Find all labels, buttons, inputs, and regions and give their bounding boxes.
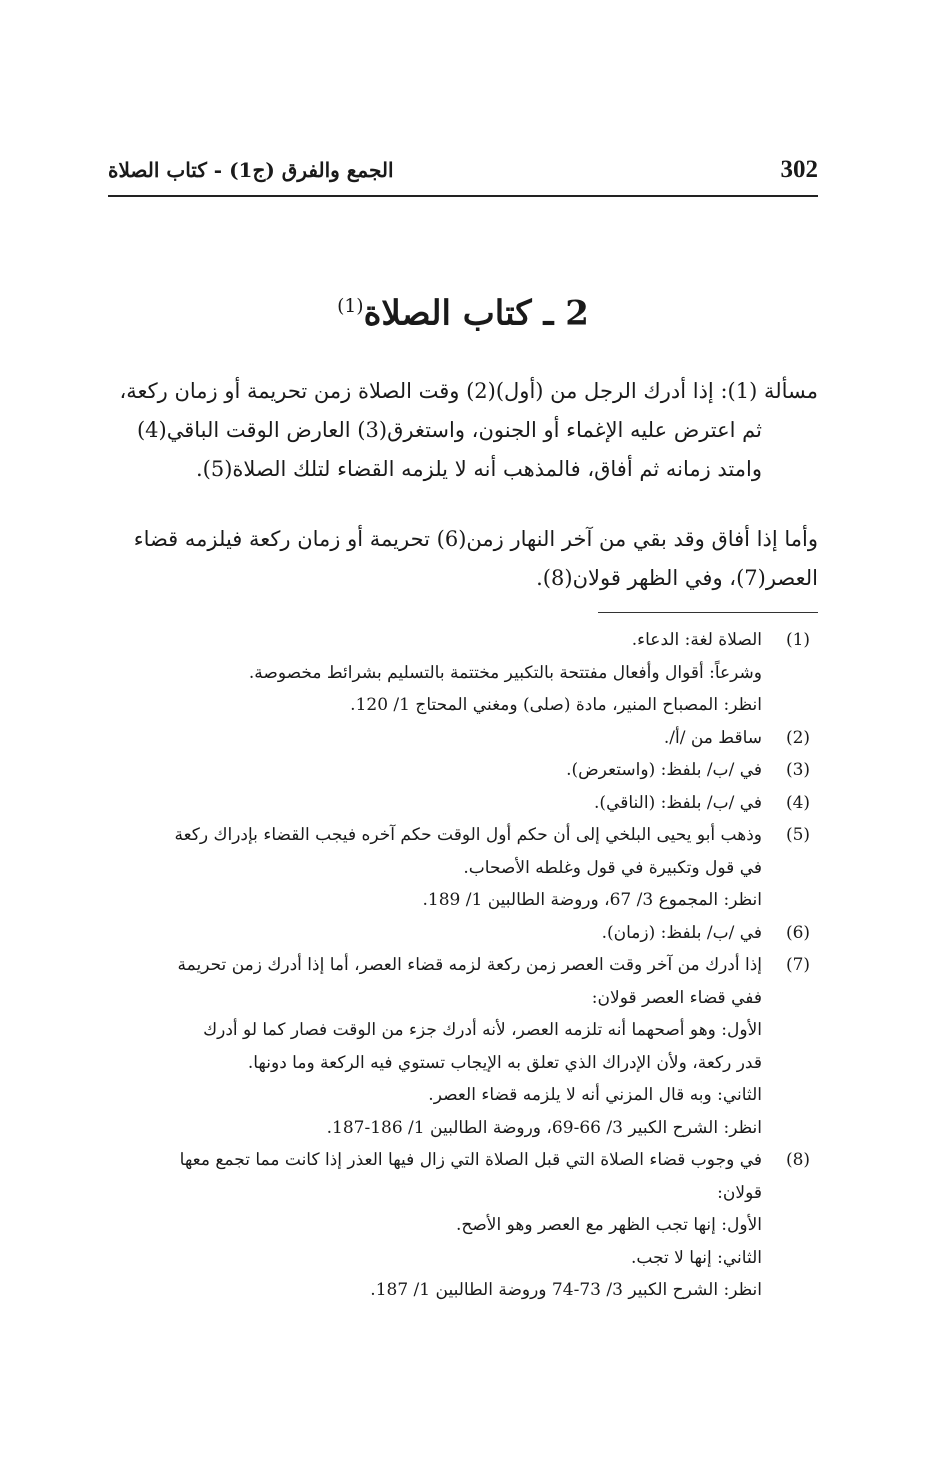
footnote-line: الثاني: إنها لا تجب. [630, 1247, 762, 1268]
footnote-number: (6) [785, 922, 811, 943]
footnote-line: في /ب/ بلفظ: (الناقي). [594, 792, 762, 813]
footnote-number: (1) [785, 630, 811, 650]
footnote-2 [108, 722, 818, 755]
footnote-line: الصلاة لغة: الدعاء. [631, 630, 762, 650]
footnote-line: الأول: وهو أصحهما أنه تلزمه العصر، لأنه أدرك جزء من الوقت فصار كما لو أدرك [203, 1020, 762, 1040]
footnote-number: (4) [785, 792, 811, 813]
footnote-line: ففي قضاء العصر قولان: [591, 987, 762, 1008]
footnote-line: قدر ركعة، ولأن الإدراك الذي تعلق به الإيجاب تستوي فيه الركعة وما دونها. [247, 1052, 762, 1073]
footnote-1 [108, 624, 818, 722]
footnote-4 [108, 787, 818, 820]
paragraph-line: وامتد زمانه ثم أفاق، فالمذهب أنه لا يلزمه القضاء لتلك الصلاة(5). [195, 457, 762, 481]
footnote-line: ساقط من /أ/. [663, 727, 762, 748]
running-header [108, 150, 818, 194]
chapter-title-text: 2 ـ كتاب الصلاة [363, 293, 589, 334]
footnote-7 [108, 949, 818, 1144]
header-rule [108, 195, 818, 197]
paragraph-line: وأما إذا أفاق وقد بقي من آخر النهار زمن(6) تحريمة أو زمان ركعة فيلزمه قضاء [133, 527, 818, 551]
paragraph-line: ثم اعترض عليه الإغماء أو الجنون، واستغرق(3) العارض الوقت الباقي(4) [136, 418, 762, 442]
footnote-line: انظر: المجموع 3/ 67، وروضة الطالبين 1/ 189. [422, 890, 762, 910]
footnote-5 [108, 819, 818, 917]
page-number: 302 [780, 156, 818, 183]
running-title: الجمع والفرق (ج1) - كتاب الصلاة [108, 158, 394, 182]
paragraph-1 [108, 372, 818, 489]
footnote-separator [598, 612, 818, 613]
footnote-line: الثاني: وبه قال المزني أنه لا يلزمه قضاء العصر. [428, 1085, 762, 1105]
footnotes [108, 624, 818, 1307]
footnote-number: (3) [785, 760, 811, 780]
footnote-line: إذا أدرك من آخر وقت العصر زمن ركعة لزمه قضاء العصر، أما إذا أدرك زمن تحريمة [177, 955, 762, 975]
footnote-line: وشرعاً: أقوال وأفعال مفتتحة بالتكبير مختتمة بالتسليم بشرائط مخصوصة. [248, 662, 762, 683]
footnote-line: في /ب/ بلفظ: (زمان). [601, 922, 762, 943]
chapter-footnote-ref: (1) [337, 296, 364, 317]
paragraph-line: العصر(7)، وفي الظهر قولان(8). [536, 566, 818, 590]
footnote-line: الأول: إنها تجب الظهر مع العصر وهو الأصح. [455, 1215, 762, 1235]
footnote-number: (2) [785, 727, 811, 748]
footnote-line: انظر: المصباح المنير، مادة (صلى) ومغني المحتاج 1/ 120. [350, 695, 762, 715]
footnote-number: (5) [785, 825, 811, 845]
footnote-6 [108, 917, 818, 950]
footnote-line: انظر: الشرح الكبير 3/ 73-74 وروضة الطالبين 1/ 187. [370, 1280, 762, 1300]
paragraph-2 [108, 520, 818, 598]
footnote-line: وذهب أبو يحيى البلخي إلى أن حكم أول الوقت حكم آخره فيجب القضاء بإدراك ركعة [174, 825, 762, 845]
footnote-line: في قول وتكبيرة في قول وغلطه الأصحاب. [463, 857, 762, 878]
footnote-line: في وجوب قضاء الصلاة التي قبل الصلاة التي زال فيها العذر إذا كانت مما تجمع معها [179, 1150, 762, 1170]
footnote-line: في /ب/ بلفظ: (واستعرض). [566, 760, 762, 780]
footnote-number: (7) [785, 955, 811, 975]
footnote-line: انظر: الشرح الكبير 3/ 66-69، وروضة الطالبين 1/ 186-187. [326, 1117, 762, 1138]
paragraph-line: مسألة (1): إذا أدرك الرجل من (أول)(2) وقت الصلاة زمن تحريمة أو زمان ركعة، [119, 379, 818, 403]
footnote-3 [108, 754, 818, 787]
footnote-number: (8) [785, 1150, 811, 1170]
footnote-line: قولان: [717, 1182, 762, 1203]
footnote-8 [108, 1144, 818, 1307]
chapter-title [108, 282, 818, 338]
